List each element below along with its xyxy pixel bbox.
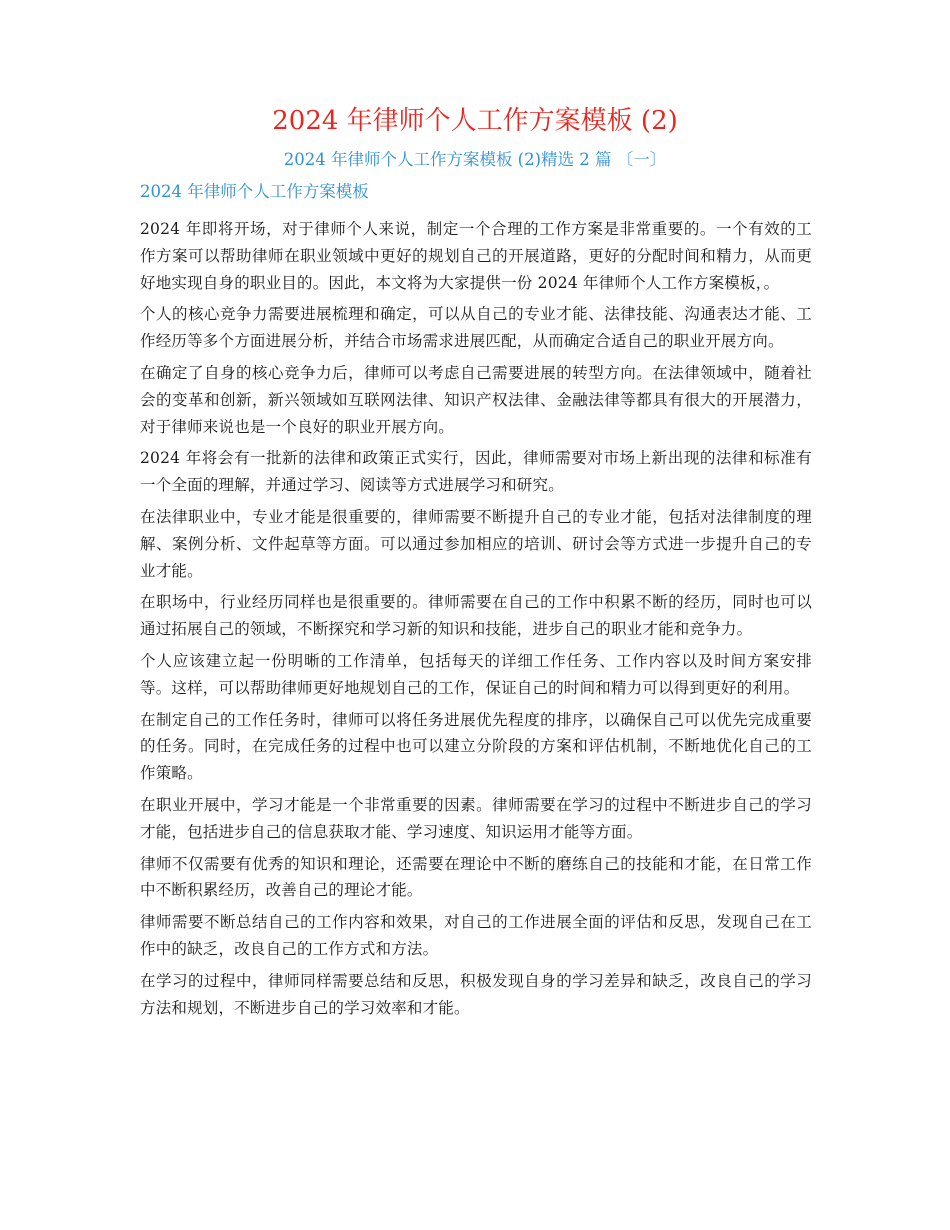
document-subtitle: 2024 年律师个人工作方案模板 (2)精选 2 篇 〔一〕 [283,150,667,169]
paragraph: 在制定自己的工作任务时，律师可以将任务进展优先程度的排序，以确保自己可以优先完成重要的任务。同时，在完成任务的过程中也可以建立分阶段的方案和评估机制，不断地优化自己的工作策略。 [140,710,812,783]
paragraph: 律师需要不断总结自己的工作内容和效果，对自己的工作进展全面的评估和反思，发现自己在工作中的缺乏，改良自己的工作方式和方法。 [140,913,812,958]
paragraph: 在学习的过程中，律师同样需要总结和反思，积极发现自身的学习差异和缺乏，改良自己的学习方法和规划，不断进步自己的学习效率和才能。 [140,971,812,1017]
document-body [140,216,812,1026]
paragraph: 2024 年即将开场，对于律师个人来说，制定一个合理的工作方案是非常重要的。一个有效的工作方案可以帮助律师在职业领域中更好的规划自己的开展道路，更好的分配时间和精力，从而更好地实现自身的职业目的。因此，本文将为大家提供一份 2024 年律师个人工作方案模板，。 [140,220,812,292]
paragraph: 在法律职业中，专业才能是很重要的，律师需要不断提升自己的专业才能，包括对法律制度的理解、案例分析、文件起草等方面。可以通过参加相应的培训、研讨会等方式进一步提升自己的专业才能。 [140,507,812,580]
paragraph: 个人应该建立起一份明晰的工作清单，包括每天的详细工作任务、工作内容以及时间方案安排等。这样，可以帮助律师更好地规划自己的工作，保证自己的时间和精力可以得到更好的利用。 [140,651,812,697]
paragraph: 律师不仅需要有优秀的知识和理论，还需要在理论中不断的磨练自己的技能和才能，在日常工作中不断积累经历，改善自己的理论才能。 [140,854,812,900]
paragraph: 2024 年将会有一批新的法律和政策正式实行，因此，律师需要对市场上新出现的法律和标准有一个全面的理解，并通过学习、阅读等方式进展学习和研究。 [140,449,812,495]
paragraph: 在职业开展中，学习才能是一个非常重要的因素。律师需要在学习的过程中不断进步自己的学习才能，包括进步自己的信息获取才能、学习速度、知识运用才能等方面。 [140,795,812,841]
section-heading: 2024 年律师个人工作方案模板 [140,182,369,201]
paragraph: 在确定了自身的核心竞争力后，律师可以考虑自己需要进展的转型方向。在法律领域中，随着社会的变革和创新，新兴领域如互联网法律、知识产权法律、金融法律等都具有很大的开展潜力，对于律师来说也是一个良好的职业开展方向。 [140,363,812,436]
paragraph: 在职场中，行业经历同样也是很重要的。律师需要在自己的工作中积累不断的经历，同时也可以通过拓展自己的领域，不断探究和学习新的知识和技能，进步自己的职业才能和竞争力。 [140,593,812,639]
document-title: 2024 年律师个人工作方案模板 (2) [272,106,678,136]
paragraph: 个人的核心竞争力需要进展梳理和确定，可以从自己的专业才能、法律技能、沟通表达才能、工作经历等多个方面进展分析，并结合市场需求进展匹配，从而确定合适自己的职业开展方向。 [140,305,812,351]
